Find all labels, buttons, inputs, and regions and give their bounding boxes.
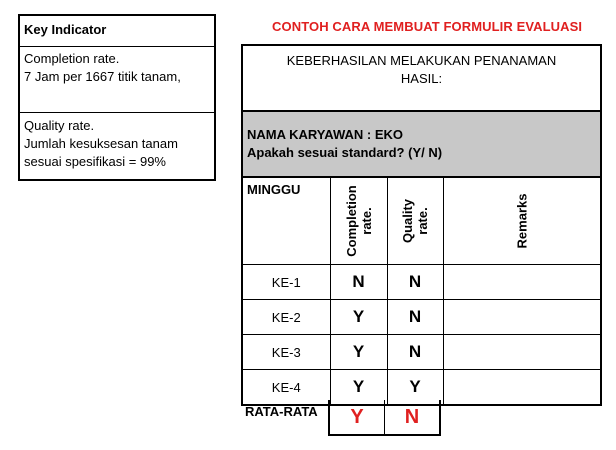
col-quality-line1: Quality bbox=[400, 198, 415, 244]
completion-indicator-detail: 7 Jam per 1667 titik tanam, bbox=[24, 69, 181, 84]
col-header-remarks bbox=[443, 178, 600, 265]
col-remarks-label: Remarks bbox=[514, 193, 530, 249]
completion-indicator-title: Completion rate. bbox=[24, 51, 120, 66]
remarks-cell[interactable] bbox=[443, 370, 600, 405]
completion-indicator bbox=[20, 47, 214, 113]
col-quality-line2: rate. bbox=[415, 207, 430, 235]
average-quality: N bbox=[404, 405, 420, 428]
table-row bbox=[243, 370, 600, 405]
col-completion-line1: Completion bbox=[343, 185, 359, 257]
table-row bbox=[243, 300, 600, 335]
quality-cell: N bbox=[387, 265, 443, 300]
key-indicator-box bbox=[18, 14, 216, 181]
week-cell: KE-3 bbox=[243, 335, 330, 370]
remarks-cell[interactable] bbox=[443, 265, 600, 300]
standard-question: Apakah sesuai standard? (Y/ N) bbox=[247, 145, 443, 160]
quality-cell: N bbox=[387, 300, 443, 335]
quality-indicator-title: Quality rate. bbox=[24, 118, 95, 133]
remarks-cell[interactable] bbox=[443, 335, 600, 370]
completion-cell: N bbox=[330, 265, 387, 300]
form-header-line1: KEBERHASILAN MELAKUKAN PENANAMAN bbox=[286, 53, 557, 68]
completion-cell: Y bbox=[330, 335, 387, 370]
average-box bbox=[328, 400, 441, 436]
table-row bbox=[243, 265, 600, 300]
average-label: RATA-RATA bbox=[245, 404, 318, 419]
average-completion: Y bbox=[330, 400, 385, 434]
form-header bbox=[243, 46, 600, 112]
col-header-minggu: MINGGU bbox=[243, 178, 330, 265]
quality-cell: Y bbox=[387, 370, 443, 405]
page-title: CONTOH CARA MEMBUAT FORMULIR EVALUASI bbox=[272, 19, 583, 34]
employee-section bbox=[243, 112, 600, 178]
form-header-line2: HASIL: bbox=[400, 71, 443, 86]
col-header-quality bbox=[387, 178, 443, 265]
col-header-completion bbox=[330, 178, 387, 265]
quality-indicator-detail-2: sesuai spesifikasi = 99% bbox=[24, 154, 166, 169]
table-row bbox=[243, 335, 600, 370]
week-cell: KE-1 bbox=[243, 265, 330, 300]
key-indicator-header: Key Indicator bbox=[20, 16, 214, 47]
quality-cell: N bbox=[387, 335, 443, 370]
quality-indicator bbox=[20, 113, 214, 179]
average-row bbox=[241, 400, 441, 436]
quality-indicator-detail-1: Jumlah kesuksesan tanam bbox=[24, 136, 178, 151]
evaluation-table bbox=[243, 178, 600, 404]
week-cell: KE-4 bbox=[243, 370, 330, 405]
completion-cell: Y bbox=[330, 370, 387, 405]
evaluation-form bbox=[241, 44, 602, 406]
completion-cell: Y bbox=[330, 300, 387, 335]
week-cell: KE-2 bbox=[243, 300, 330, 335]
table-header-row bbox=[243, 178, 600, 265]
remarks-cell[interactable] bbox=[443, 300, 600, 335]
col-completion-line2: rate. bbox=[358, 207, 374, 235]
employee-name: NAMA KARYAWAN : EKO bbox=[247, 127, 404, 142]
